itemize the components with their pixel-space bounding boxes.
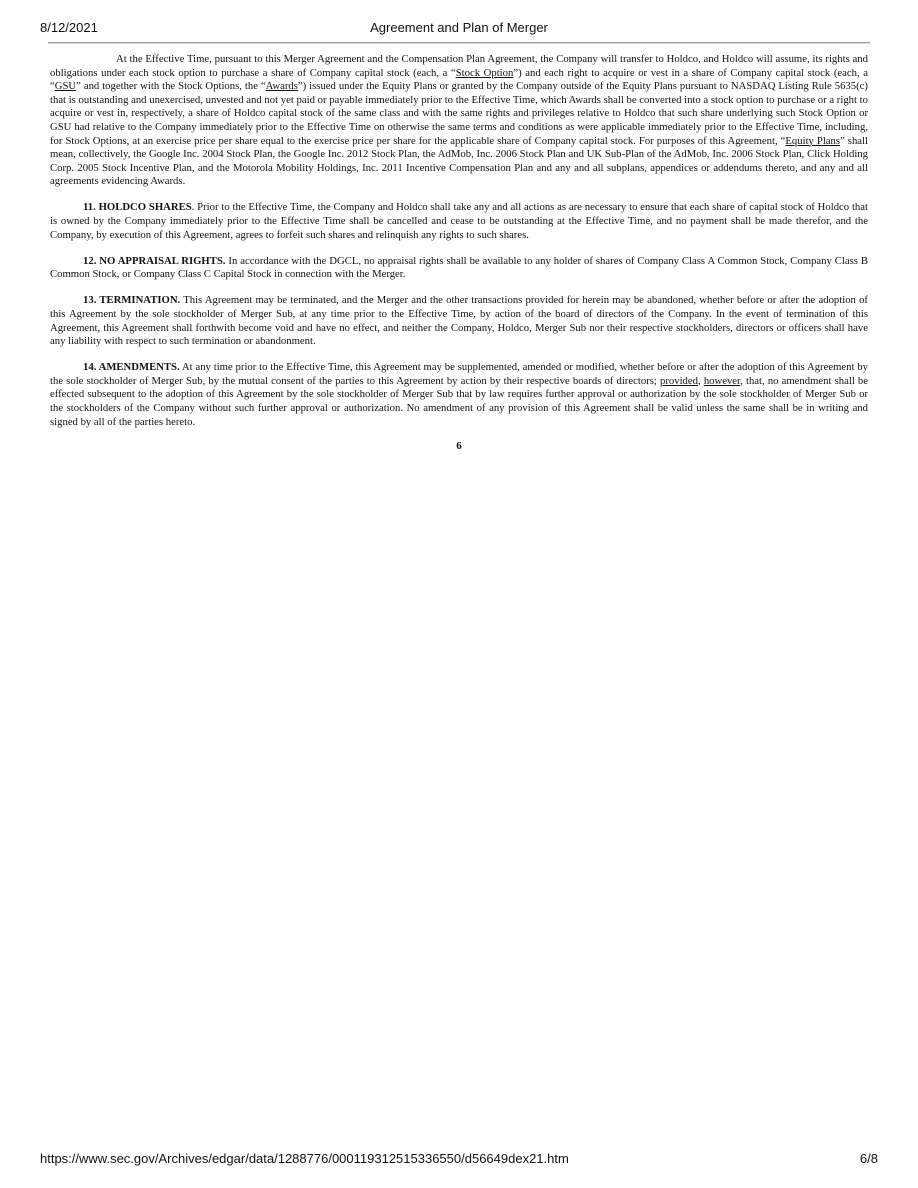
section-text: This Agreement may be terminated, and the Merger and the other transactions provided for herein may be abandoned, whether before or after the adoption of this Agreement by the sole stockholder of Merger Sub, at any time prior to the Effective Time, by action of the board of directors of the Company. In the event of termination of this Agreement, this Agreement shall forthwith become void and have no effect, and neither the Company, Holdco, Merger Sub nor their respective stockholders, directors or officers shall have any liability with respect to such termination or abandonment. (50, 294, 868, 348)
print-date: 8/12/2021 (40, 20, 98, 35)
header-divider (48, 42, 870, 44)
section-heading: 13. TERMINATION. (83, 294, 181, 307)
text-run: ”) and each right to acquire or vest in a share of Company capital stock (each, a “ (50, 66, 868, 93)
section-12-no-appraisal-rights (50, 255, 868, 282)
section-11-holdco-shares (50, 201, 868, 242)
paragraph-awards (50, 53, 868, 189)
source-url[interactable]: https://www.sec.gov/Archives/edgar/data/1288776/000119312515336550/d56649dex21.htm (40, 1151, 569, 1166)
defined-term-stock-option: Stock Option (455, 66, 514, 79)
text-run: At the Effective Time, pursuant to this Merger Agreement and the Compensation Plan Agreement, the Company will transfer to Holdco, and Holdco will assume, its rights and obligations under each stock option to purchase a share of Company capital stock (each, a “ (50, 53, 868, 79)
document-title: Agreement and Plan of Merger (370, 20, 548, 35)
section-text: In accordance with the DGCL, no appraisal rights shall be available to any holder of shares of Company Class A Common Stock, Company Class B Common Stock, or Company Class C Capital Stock in connection with the Merger. (50, 254, 868, 281)
defined-term-equity-plans: Equity Plans (785, 134, 841, 147)
section-heading: 12. NO APPRAISAL RIGHTS. (83, 254, 226, 267)
page-number: 6 (456, 439, 462, 452)
text-run: ”) issued under the Equity Plans or granted by the Company outside of the Equity Plans pursuant to NASDAQ Listing Rule 5635(c) that is outstanding and unexercised, unvested and not yet paid or payable immediately prior to the Effective Time, which Awards shall be converted into a stock option to purchase or a right to acquire or vest in, respectively, a share of Holdco capital stock of the same class and with the same rights and privileges relative to Holdco that such share underlying such Stock Option or GSU had relative to the Company immediately prior to the Effective Time on otherwise the same terms and conditions as were applicable immediately prior to the Effective Time, including, for Stock Options, at an exercise price per share equal to the exercise price per share for the applicable share of Company capital stock. For purposes of this Agreement, “ (50, 80, 868, 147)
term-however: however (703, 374, 741, 387)
section-text: At any time prior to the Effective Time, this Agreement may be supplemented, amended or modified, whether before or after the adoption of this Agreement by the sole stockholder of Merger Sub, by the mutual consent of the parties to this Agreement by action by their respective boards of directors; (50, 361, 868, 387)
section-text: , that, no amendment shall be effected subsequent to the adoption of this Agreement by the sole stockholder of Merger Sub that by law requires further approval or authorization by the sole stockholder of Merger Sub or the stockholders of the Company without such further approval or authorization. No amendment of any provision of this Agreement shall be valid unless the same shall be in writing and signed by all of the parties hereto. (50, 374, 869, 428)
section-14-amendments (50, 361, 868, 429)
section-heading: 14. AMENDMENTS. (83, 361, 180, 374)
text-run: , (698, 374, 704, 387)
term-provided: provided (660, 374, 698, 387)
section-heading: 11. HOLDCO SHARES (83, 201, 192, 214)
text-run: ” and together with the Stock Options, the “ (76, 80, 266, 93)
page-header (0, 20, 918, 40)
section-13-termination (50, 294, 868, 348)
defined-term-awards: Awards (265, 80, 298, 93)
section-text: . Prior to the Effective Time, the Company and Holdco shall take any and all actions as are necessary to ensure that each share of capital stock of Holdco that is owned by the Company immediately prior to the Effective Time shall be cancelled and cease to be outstanding at the Effective Time, and no payment shall be made therefor, and the Company, by execution of this Agreement, agrees to forfeit such shares and relinquish any rights to such shares. (50, 201, 868, 241)
text-run: ” shall mean, collectively, the Google Inc. 2004 Stock Plan, the Google Inc. 2012 Stock Plan, the AdMob, Inc. 2006 Stock Plan and UK Sub-Plan of the AdMob, Inc. 2006 Stock Plan, Click Holding Corp. 2005 Stock Incentive Plan, and the Motorola Mobility Holdings, Inc. 2011 Incentive Compensation Plan and any and all subplans, appendices or addendums thereto, and any and all agreements evidencing Awards. (50, 134, 868, 188)
page-count: 6/8 (859, 1151, 878, 1166)
document-body (50, 53, 868, 453)
defined-term-gsu: GSU (54, 80, 77, 93)
